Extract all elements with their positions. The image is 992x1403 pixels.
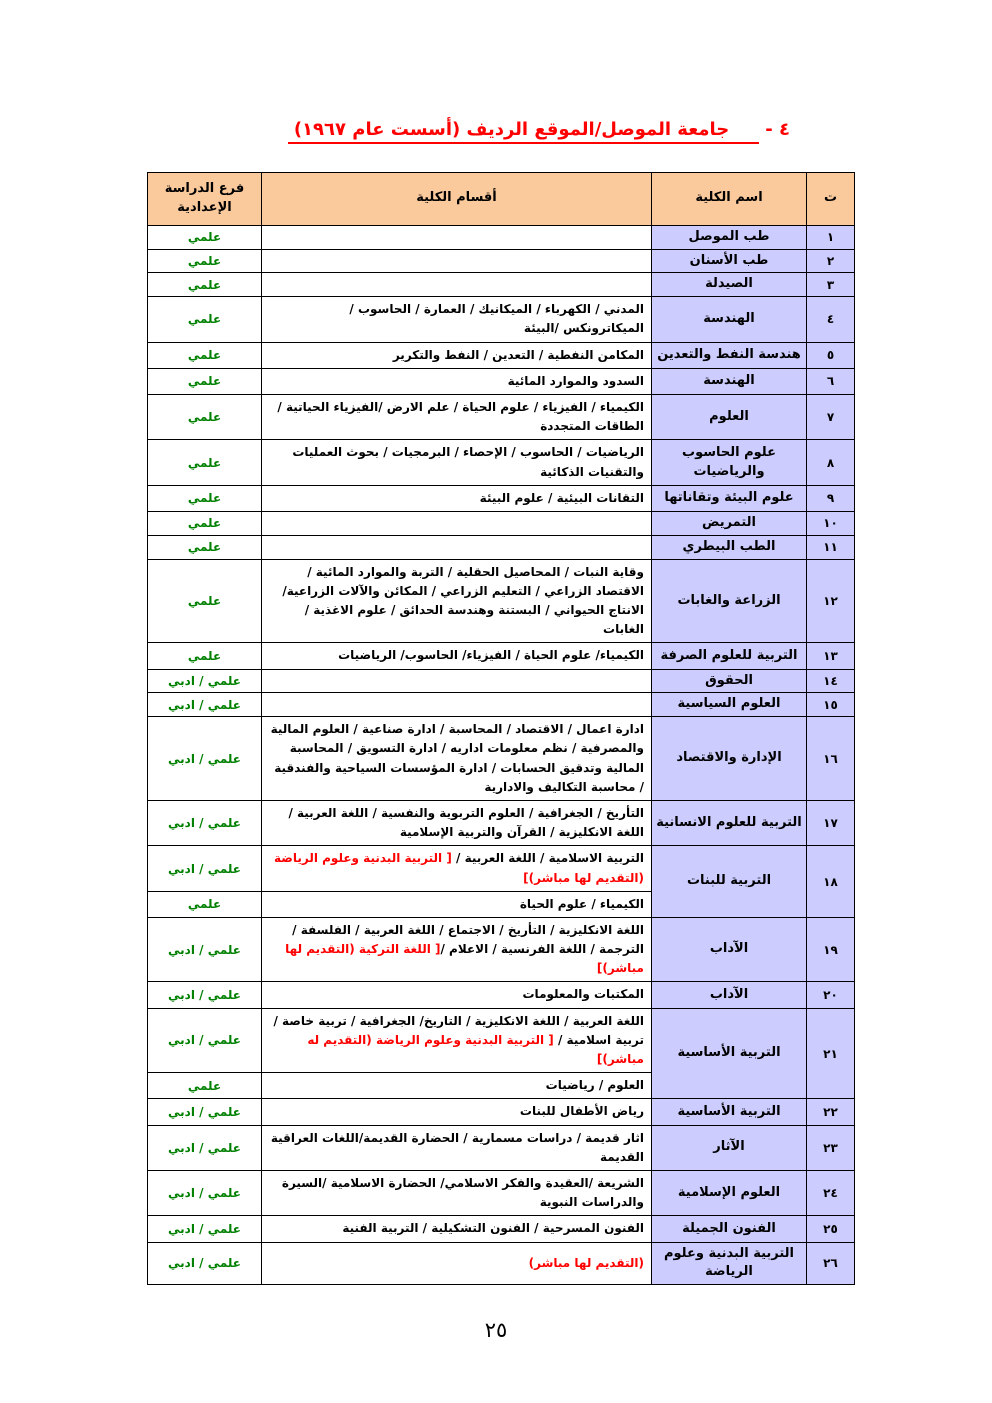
- table-row: [148, 559, 855, 643]
- departments-cell: [262, 1008, 652, 1073]
- college-name-cell: الزراعة والغابات: [652, 559, 807, 643]
- study-branch-cell: علمي / ادبي: [148, 717, 262, 801]
- department-text: ادارة اعمال / الاقتصاد / المحاسبة / ادارة صناعية / العلوم المالية والمصرفية / نظم معلومات اداريه / ادارة التسويق / المحاسبة المالية وتدقيق الحسابات / ادارة المؤسسات السياحية والفندقية / محاسبة التكاليف والادارية: [270, 722, 644, 794]
- study-branch-cell: علمي: [148, 643, 262, 669]
- department-text: التربية الاسلامية / اللغة العربية /: [451, 851, 644, 866]
- department-text: الكيمياء / علوم الحياة: [519, 896, 644, 911]
- table-row: [148, 846, 855, 891]
- header-departments: أقسام الكلية: [262, 173, 652, 226]
- departments-cell: [262, 368, 652, 394]
- table-row: [148, 717, 855, 801]
- study-branch-cell: علمي: [148, 1073, 262, 1099]
- row-number-cell: ٢: [807, 249, 855, 273]
- table-row: [148, 368, 855, 394]
- table-row: [148, 693, 855, 717]
- study-branch-cell: علمي: [148, 297, 262, 342]
- table-row: [148, 249, 855, 273]
- table-row: [148, 511, 855, 535]
- study-branch-cell: علمي: [148, 891, 262, 917]
- college-name-cell: الهندسة: [652, 297, 807, 342]
- table-row: [148, 440, 855, 485]
- departments-cell: [262, 440, 652, 485]
- departments-cell: [262, 273, 652, 297]
- college-name-cell: طب الموصل: [652, 225, 807, 249]
- row-number-cell: ٢٢: [807, 1099, 855, 1125]
- department-text: الرياضيات / الحاسوب / الإحصاء / البرمجيات / بحوث العمليات والتقنيات الذكائية: [292, 445, 644, 479]
- departments-cell: [262, 717, 652, 801]
- study-branch-cell: علمي / ادبي: [148, 800, 262, 845]
- table-row: [148, 643, 855, 669]
- department-text: الكيمياء/ علوم الحياة / الفيزياء/ الحاسوب/ الرياضيات: [338, 648, 644, 663]
- table-header-row: [148, 173, 855, 226]
- college-name-cell: الصيدلة: [652, 273, 807, 297]
- department-text: التقانات البيئية / علوم البيئة: [479, 490, 644, 505]
- study-branch-cell: علمي: [148, 273, 262, 297]
- row-number-cell: ٢٠: [807, 982, 855, 1008]
- college-name-cell: الآداب: [652, 917, 807, 982]
- row-number-cell: ٢١: [807, 1008, 855, 1099]
- study-branch-cell: علمي / ادبي: [148, 1242, 262, 1285]
- departments-cell: [262, 485, 652, 511]
- table-row: [148, 394, 855, 439]
- departments-cell: [262, 249, 652, 273]
- row-number-cell: ٢٤: [807, 1170, 855, 1215]
- departments-cell: [262, 511, 652, 535]
- department-text: اثار قديمة / دراسات مسمارية / الحضارة القديمة/اللغات العراقية القديمة: [270, 1130, 644, 1164]
- row-number-cell: ١٩: [807, 917, 855, 982]
- study-branch-cell: علمي: [148, 249, 262, 273]
- departments-cell: [262, 891, 652, 917]
- department-text: المكتبات والمعلومات: [522, 987, 644, 1002]
- departments-cell: [262, 982, 652, 1008]
- row-number-cell: ١٦: [807, 717, 855, 801]
- page-title: [288, 119, 790, 144]
- row-number-cell: ١٧: [807, 800, 855, 845]
- table-row: [148, 485, 855, 511]
- study-branch-cell: علمي / ادبي: [148, 982, 262, 1008]
- department-text: العلوم / رياضيات: [545, 1078, 644, 1093]
- row-number-cell: ٨: [807, 440, 855, 485]
- college-name-cell: علوم الحاسوب والرياضيات: [652, 440, 807, 485]
- college-name-cell: التربية للبنات: [652, 846, 807, 918]
- department-text: رياض الأطفال للبنات: [519, 1104, 644, 1119]
- departments-cell: [262, 1073, 652, 1099]
- department-note-red: [ التربية البدنية وعلوم الرياضة (التقديم له مباشر)]: [307, 1032, 644, 1067]
- table-row: [148, 1242, 855, 1285]
- college-name-cell: التربية الأساسية: [652, 1008, 807, 1099]
- department-text: الكيمياء / الفيزياء / علوم الحياة / علم الارض /الفيزياء الحياتية / الطاقات المتجددة: [277, 399, 644, 434]
- departments-cell: [262, 643, 652, 669]
- department-text: وقاية النبات / المحاصيل الحقلية / التربة والموارد المائية / الاقتصاد الزراعي / التعليم الزراعي / المكائن والآلات الزراعية/ الانتاج الحيواني / البستنة وهندسة الحدائق / علوم الاغذية / الغابات: [282, 564, 644, 637]
- study-branch-cell: علمي: [148, 342, 262, 368]
- table-row: [148, 225, 855, 249]
- study-branch-cell: علمي / ادبي: [148, 917, 262, 982]
- table-row: [148, 1125, 855, 1170]
- study-branch-cell: علمي / ادبي: [148, 669, 262, 693]
- header-college-name: اسم الكلية: [652, 173, 807, 226]
- table-row: [148, 273, 855, 297]
- departments-cell: [262, 559, 652, 643]
- college-name-cell: هندسة النفط والتعدين: [652, 342, 807, 368]
- row-number-cell: ٥: [807, 342, 855, 368]
- departments-cell: [262, 669, 652, 693]
- study-branch-cell: علمي / ادبي: [148, 1008, 262, 1073]
- college-name-cell: التربية الأساسية: [652, 1099, 807, 1125]
- row-number-cell: ١٠: [807, 511, 855, 535]
- row-number-cell: ١٤: [807, 669, 855, 693]
- row-number-cell: ٩: [807, 485, 855, 511]
- colleges-table: [147, 172, 855, 1285]
- department-text: اللغة العربية / اللغة الانكليزية / التاريخ/ الجغرافية / تربية خاصة / تربية اسلامية /: [273, 1013, 644, 1047]
- study-branch-cell: علمي / ادبي: [148, 693, 262, 717]
- college-name-cell: الفنون الجميلة: [652, 1216, 807, 1242]
- header-num: ت: [807, 173, 855, 226]
- department-text: التأريخ / الجغرافية / العلوم التربوية والنفسية / اللغة العربية / اللغة الانكليزية / القرآن والتربية الإسلامية: [288, 805, 644, 840]
- college-name-cell: الهندسة: [652, 368, 807, 394]
- row-number-cell: ٦: [807, 368, 855, 394]
- row-number-cell: ١٨: [807, 846, 855, 918]
- study-branch-cell: علمي: [148, 559, 262, 643]
- study-branch-cell: علمي: [148, 535, 262, 559]
- departments-cell: [262, 1170, 652, 1215]
- table-row: [148, 535, 855, 559]
- table-row: [148, 1008, 855, 1073]
- department-note-red: [ اللغة التركية (التقديم لها مباشر)]: [285, 942, 644, 976]
- college-name-cell: الآثار: [652, 1125, 807, 1170]
- departments-cell: [262, 917, 652, 982]
- table-row: [148, 1099, 855, 1125]
- college-name-cell: علوم البيئة وتقاناتها: [652, 485, 807, 511]
- college-name-cell: التمريض: [652, 511, 807, 535]
- study-branch-cell: علمي / ادبي: [148, 1170, 262, 1215]
- row-number-cell: ٢٥: [807, 1216, 855, 1242]
- title-number: ٤ -: [765, 119, 790, 140]
- departments-cell: [262, 1099, 652, 1125]
- department-text: الفنون المسرحية / الفنون التشكيلية / التربية الفنية: [342, 1221, 644, 1236]
- header-study-branch: فرع الدراسة الإعدادية: [148, 173, 262, 226]
- departments-cell: [262, 1216, 652, 1242]
- college-name-cell: العلوم الإسلامية: [652, 1170, 807, 1215]
- college-name-cell: طب الأسنان: [652, 249, 807, 273]
- departments-cell: [262, 535, 652, 559]
- college-name-cell: التربية البدنية وعلوم الرياضة: [652, 1242, 807, 1285]
- study-branch-cell: علمي: [148, 368, 262, 394]
- row-number-cell: ١: [807, 225, 855, 249]
- departments-cell: [262, 800, 652, 845]
- row-number-cell: ٤: [807, 297, 855, 342]
- study-branch-cell: علمي / ادبي: [148, 1099, 262, 1125]
- departments-cell: [262, 297, 652, 342]
- college-name-cell: التربية للعلوم الصرفة: [652, 643, 807, 669]
- row-number-cell: ١٣: [807, 643, 855, 669]
- college-name-cell: العلوم: [652, 394, 807, 439]
- table-row: [148, 297, 855, 342]
- study-branch-cell: علمي: [148, 440, 262, 485]
- college-name-cell: الطب البيطري: [652, 535, 807, 559]
- table-row: [148, 917, 855, 982]
- department-text: الشريعة /العقيدة والفكر الاسلامي/ الحضارة الاسلامية /السيرة والدراسات النبوية: [281, 1175, 644, 1210]
- study-branch-cell: علمي: [148, 511, 262, 535]
- study-branch-cell: علمي: [148, 485, 262, 511]
- departments-cell: [262, 394, 652, 439]
- table-row: [148, 669, 855, 693]
- title-text: جامعة الموصل/الموقع الرديف (أسست عام ١٩٦٧): [288, 119, 759, 144]
- row-number-cell: ١٥: [807, 693, 855, 717]
- table-row: [148, 1216, 855, 1242]
- department-note-red: [ التربية البدنية وعلوم الرياضة (التقديم لها مباشر)]: [273, 851, 644, 885]
- row-number-cell: ٢٣: [807, 1125, 855, 1170]
- study-branch-cell: علمي / ادبي: [148, 1216, 262, 1242]
- department-text: اللغة الانكليزية / التأريخ / الاجتماع / اللغة العربية / الفلسفة / الترجمة / اللغة الفرنسية / الاعلام /: [292, 922, 644, 957]
- table-row: [148, 800, 855, 845]
- departments-cell: [262, 846, 652, 891]
- table-row: [148, 342, 855, 368]
- departments-cell: [262, 342, 652, 368]
- table-row: [148, 982, 855, 1008]
- college-name-cell: العلوم السياسية: [652, 693, 807, 717]
- college-name-cell: الآداب: [652, 982, 807, 1008]
- department-text: المكامن النفطية / التعدين / النفط والتكرير: [392, 347, 644, 362]
- page-number: ٢٥: [484, 1318, 508, 1342]
- row-number-cell: ٢٦: [807, 1242, 855, 1285]
- study-branch-cell: علمي / ادبي: [148, 1125, 262, 1170]
- college-name-cell: الحقوق: [652, 669, 807, 693]
- college-name-cell: التربية للعلوم الانسانية: [652, 800, 807, 845]
- table-row: [148, 1170, 855, 1215]
- study-branch-cell: علمي / ادبي: [148, 846, 262, 891]
- row-number-cell: ٣: [807, 273, 855, 297]
- departments-cell: [262, 225, 652, 249]
- departments-cell: [262, 1242, 652, 1285]
- departments-cell: [262, 693, 652, 717]
- department-note-red: (التقديم لها مباشر): [528, 1255, 644, 1270]
- row-number-cell: ١١: [807, 535, 855, 559]
- college-name-cell: الإدارة والاقتصاد: [652, 717, 807, 801]
- department-text: السدود والموارد المائية: [507, 373, 644, 388]
- row-number-cell: ٧: [807, 394, 855, 439]
- study-branch-cell: علمي: [148, 394, 262, 439]
- study-branch-cell: علمي: [148, 225, 262, 249]
- departments-cell: [262, 1125, 652, 1170]
- row-number-cell: ١٢: [807, 559, 855, 643]
- department-text: المدني / الكهرباء / الميكانيك / العمارة / الحاسوب / الميكاترونكس /البيئة: [349, 302, 644, 336]
